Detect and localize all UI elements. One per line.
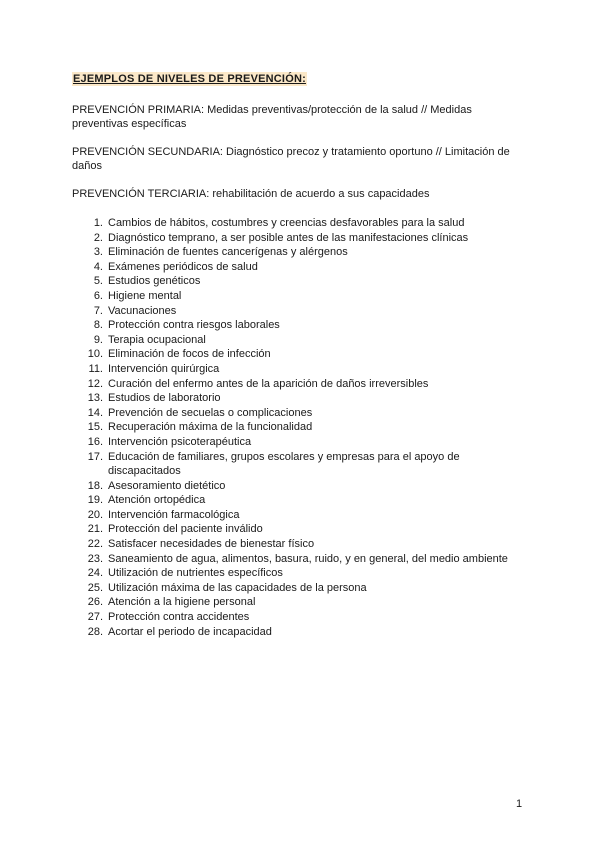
list-item-text: Estudios de laboratorio xyxy=(108,392,221,405)
list-item-text: Protección del paciente inválido xyxy=(108,523,263,536)
paragraph-prevencion-primaria: PREVENCIÓN PRIMARIA: Medidas preventivas/protección de la salud // Medidas preventivas específicas xyxy=(72,104,472,130)
list-item: 15. Recuperación máxima de la funcionalidad xyxy=(87,421,313,434)
list-item-text: Intervención psicoterapéutica xyxy=(108,435,252,448)
list-item-text: Utilización máxima de las capacidades de la persona xyxy=(108,581,367,594)
list-item: 9. Terapia ocupacional xyxy=(93,333,206,346)
list-item-text: Vacunaciones xyxy=(108,304,177,317)
paragraph-prevencion-terciaria: PREVENCIÓN TERCIARIA: rehabilitación de acuerdo a sus capacidades xyxy=(72,188,430,200)
list-item-text: Prevención de secuelas o complicaciones xyxy=(108,406,313,419)
list-item-text: Protección contra riesgos laborales xyxy=(108,319,280,332)
list-item: 23. Saneamiento de agua, alimentos, basura, ruido, y en general, del medio ambiente xyxy=(87,552,508,565)
list-item-text: Estudios genéticos xyxy=(108,275,201,288)
list-item: 16. Intervención psicoterapéutica xyxy=(87,435,252,448)
list-item: 18. Asesoramiento dietético xyxy=(87,479,226,492)
list-item: 4. Exámenes periódicos de salud xyxy=(93,260,258,273)
list-item-text: Curación del enfermo antes de la aparición de daños irreversibles xyxy=(108,377,429,390)
list-item: 7. Vacunaciones xyxy=(93,304,177,317)
list-item-text: Higiene mental xyxy=(108,289,182,302)
document-page xyxy=(72,72,532,639)
list-item: 27. Protección contra accidentes xyxy=(87,611,250,624)
paragraph-prevencion-secundaria: PREVENCIÓN SECUNDARIA: Diagnóstico precoz y tratamiento oportuno // Limitación de daños xyxy=(72,146,510,172)
list-item-text: Satisfacer necesidades de bienestar físico xyxy=(108,538,315,551)
list-item-text: Intervención farmacológica xyxy=(108,508,240,521)
list-item: 2. Diagnóstico temprano, a ser posible antes de las manifestaciones clínicas xyxy=(93,231,469,244)
list-item: 17. Educación de familiares, grupos escolares y empresas para el apoyo de discapacitados xyxy=(87,450,460,478)
list-item: 21. Protección del paciente inválido xyxy=(87,523,263,536)
list-item-text: Cambios de hábitos, costumbres y creencias desfavorables para la salud xyxy=(108,217,465,229)
list-item: 1. Cambios de hábitos, costumbres y creencias desfavorables para la salud xyxy=(93,217,465,229)
list-item-text: Educación de familiares, grupos escolares y empresas para el apoyo de discapacitados xyxy=(108,450,460,478)
list-item-text: Recuperación máxima de la funcionalidad xyxy=(108,421,313,434)
list-item-text: Eliminación de focos de infección xyxy=(108,348,271,361)
list-item-text: Diagnóstico temprano, a ser posible antes de las manifestaciones clínicas xyxy=(108,231,469,244)
list-item: 24. Utilización de nutrientes específicos xyxy=(87,567,283,580)
list-item-text: Utilización de nutrientes específicos xyxy=(108,567,283,580)
list-item-text: Exámenes periódicos de salud xyxy=(108,260,258,273)
list-item: 20. Intervención farmacológica xyxy=(87,508,240,521)
list-item: 25. Utilización máxima de las capacidades de la persona xyxy=(87,581,367,594)
list-item-text: Atención ortopédica xyxy=(108,494,206,507)
list-item: 5. Estudios genéticos xyxy=(93,275,201,288)
list-item-text: Asesoramiento dietético xyxy=(108,479,226,492)
document-title: EJEMPLOS DE NIVELES DE PREVENCIÓN: xyxy=(73,73,306,85)
list-item: 14. Prevención de secuelas o complicaciones xyxy=(87,406,313,419)
list-item: 22. Satisfacer necesidades de bienestar físico xyxy=(87,538,315,551)
list-item: 3. Eliminación de fuentes cancerígenas y alérgenos xyxy=(93,246,348,259)
list-item: 19. Atención ortopédica xyxy=(87,494,206,507)
list-item: 13. Estudios de laboratorio xyxy=(87,392,221,405)
list-item-text: Terapia ocupacional xyxy=(108,333,206,346)
list-item: 6. Higiene mental xyxy=(93,289,182,302)
list-item-text: Eliminación de fuentes cancerígenas y alérgenos xyxy=(108,246,348,259)
examples-list xyxy=(72,216,532,639)
list-item: 12. Curación del enfermo antes de la aparición de daños irreversibles xyxy=(87,377,429,390)
page-number: 1 xyxy=(516,798,523,810)
list-item-text: Atención a la higiene personal xyxy=(108,596,256,609)
list-item-text: Intervención quirúrgica xyxy=(108,362,220,375)
list-item: 11. Intervención quirúrgica xyxy=(88,362,220,375)
list-item-text: Saneamiento de agua, alimentos, basura, ruido, y en general, del medio ambiente xyxy=(108,552,508,565)
list-item-text: Acortar el periodo de incapacidad xyxy=(108,625,272,638)
list-item: 10. Eliminación de focos de infección xyxy=(87,348,271,361)
list-item: 28. Acortar el periodo de incapacidad xyxy=(87,625,272,638)
list-item: 8. Protección contra riesgos laborales xyxy=(93,319,280,332)
list-item-text: Protección contra accidentes xyxy=(108,611,250,624)
list-item: 26. Atención a la higiene personal xyxy=(87,596,256,609)
